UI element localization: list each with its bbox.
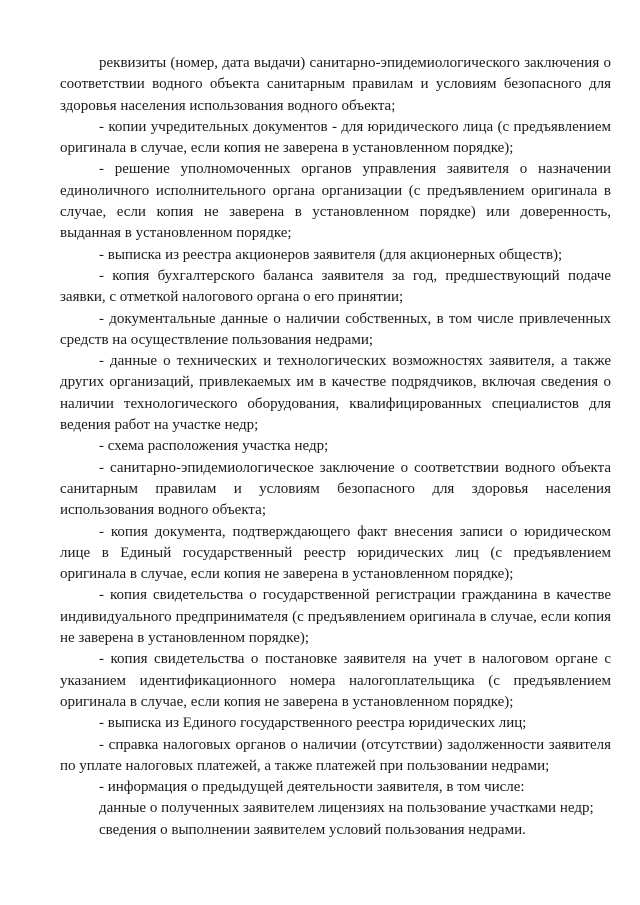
paragraph-register-extract: - выписка из Единого государственного реестра юридических лиц; [99,715,527,732]
paragraph-founding-documents: - копии учредительных документов - для юридического лица (с предъявлением оригинала в случае, если копия не заверена в установленном порядке); [60,118,611,157]
paragraph-site-scheme: - схема расположения участка недр; [99,438,329,455]
paragraph-sanitary-conclusion: - санитарно-эпидемиологическое заключение о соответствии водного объекта санитарным правилам и условиям безопасного для здоровья населения использования водного объекта; [60,459,611,519]
paragraph-tax-registration: - копия свидетельства о постановке заявителя на учет в налоговом органе с указанием идентификационного номера налогоплательщика (с предъявлением оригинала в случае, если копия не заверена в установленном порядке); [60,651,611,710]
paragraph-legal-entity-register-record: - копия документа, подтверждающего факт внесения записи о юридическом лице в Единый государственный реестр юридических лиц (с предъявлением оригинала в случае, если копия не заверена в установленном порядке); [60,523,611,583]
paragraph-compliance-info: сведения о выполнении заявителем условий пользования недрами. [99,821,526,838]
paragraph-tax-debt-certificate: - справка налоговых органов о наличии (отсутствии) задолженности заявителя по уплате налоговых платежей, а также платежей при пользовании недрами; [60,736,611,774]
paragraph-water-conclusion-details: реквизиты (номер, дата выдачи) санитарно-эпидемиологического заключения о соответствии водного объекта санитарным правилам и условиям безопасного для здоровья населения использования водного объекта; [60,55,611,114]
document-page [60,53,611,841]
paragraph-received-licenses: данные о полученных заявителем лицензиях на пользование участками недр; [99,800,594,817]
paragraph-previous-activity: - информация о предыдущей деятельности заявителя, в том числе: [99,779,525,796]
paragraph-executive-appointment: - решение уполномоченных органов управления заявителя о назначении единоличного исполнительного органа организации (с предъявлением оригинала в случае, если копия не заверена в установленном порядке) или доверенность, выданная в установленном порядке; [60,161,611,242]
paragraph-funds-data: - документальные данные о наличии собственных, в том числе привлеченных средств на осуществление пользования недрами; [60,310,611,348]
paragraph-entrepreneur-certificate: - копия свидетельства о государственной регистрации гражданина в качестве индивидуального предпринимателя (с предъявлением оригинала в случае, если копия не заверена в установленном порядке); [60,587,611,647]
paragraph-shareholder-register: - выписка из реестра акционеров заявителя (для акционерных обществ); [99,246,563,263]
paragraph-balance-sheet: - копия бухгалтерского баланса заявителя за год, предшествующий подаче заявки, с отметкой налогового органа о его принятии; [60,267,611,306]
paragraph-technical-capabilities: - данные о технических и технологических возможностях заявителя, а также других организаций, привлекаемых им в качестве подрядчиков, включая сведения о наличии технологического оборудования, квалифицированных специалистов для ведения работ на участке недр; [60,353,611,434]
